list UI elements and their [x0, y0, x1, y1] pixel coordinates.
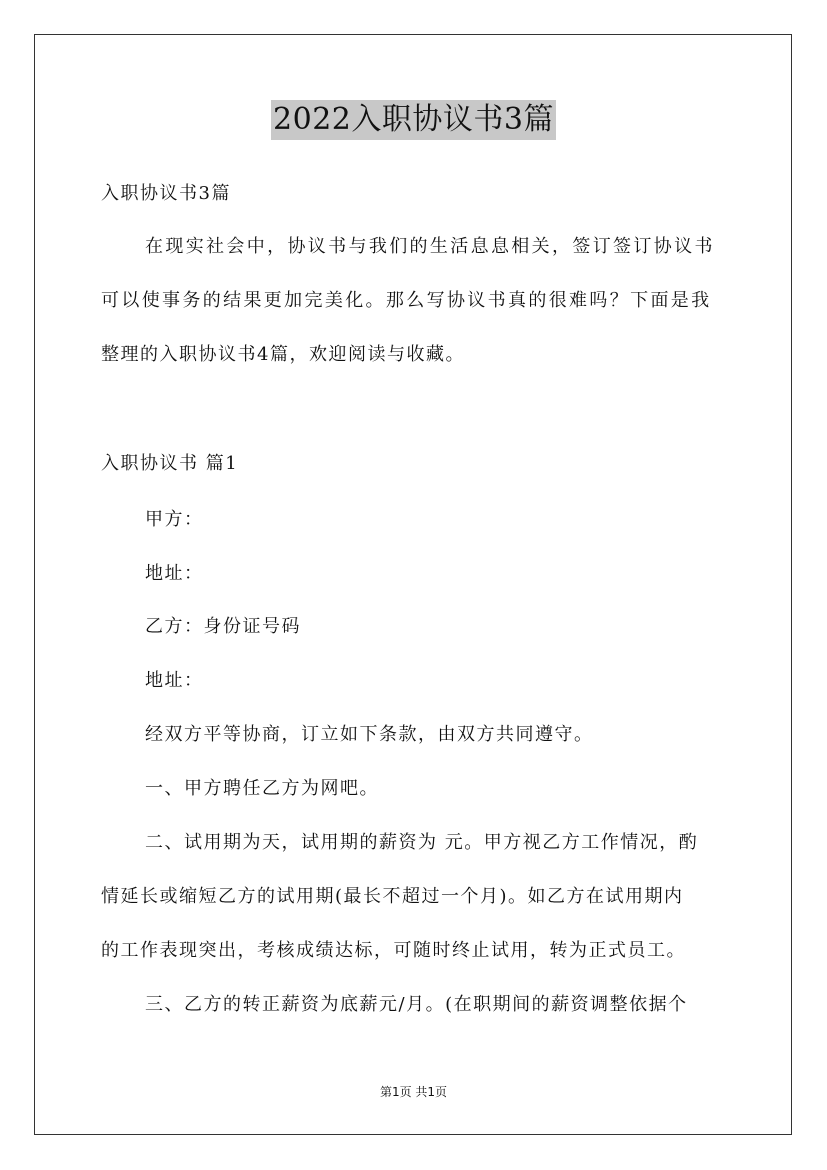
clause-2-line-3: 的工作表现突出，考核成绩达标，可随时终止试用，转为正式员工。	[101, 940, 686, 961]
intro-line-3: 整理的入职协议书4篇，欢迎阅读与收藏。	[101, 344, 465, 365]
clause-1: 一、甲方聘任乙方为网吧。	[145, 778, 379, 799]
section-heading: 入职协议书 篇1	[101, 453, 239, 474]
address-b-label: 地址：	[145, 670, 204, 691]
agreement-statement: 经双方平等协商，订立如下条款，由双方共同遵守。	[145, 724, 594, 745]
party-b-label: 乙方：身份证号码	[145, 616, 301, 637]
page-footer: 第1页 共1页	[379, 1085, 448, 1099]
clause-2-line-2: 情延长或缩短乙方的试用期(最长不超过一个月)。如乙方在试用期内	[101, 886, 684, 907]
document-title: 2022入职协议书3篇	[271, 100, 556, 140]
intro-line-2: 可以使事务的结果更加完美化。那么写协议书真的很难吗？下面是我	[101, 290, 712, 311]
intro-line-1: 在现实社会中，协议书与我们的生活息息相关，签订签订协议书	[145, 236, 715, 257]
clause-3: 三、乙方的转正薪资为底薪元/月。(在职期间的薪资调整依据个	[145, 994, 688, 1015]
party-a-label: 甲方：	[145, 509, 204, 530]
document-subtitle: 入职协议书3篇	[101, 183, 231, 204]
address-a-label: 地址：	[145, 563, 204, 584]
clause-2-line-1: 二、试用期为天，试用期的薪资为 元。甲方视乙方工作情况，酌	[145, 832, 699, 853]
title-container	[0, 100, 827, 140]
